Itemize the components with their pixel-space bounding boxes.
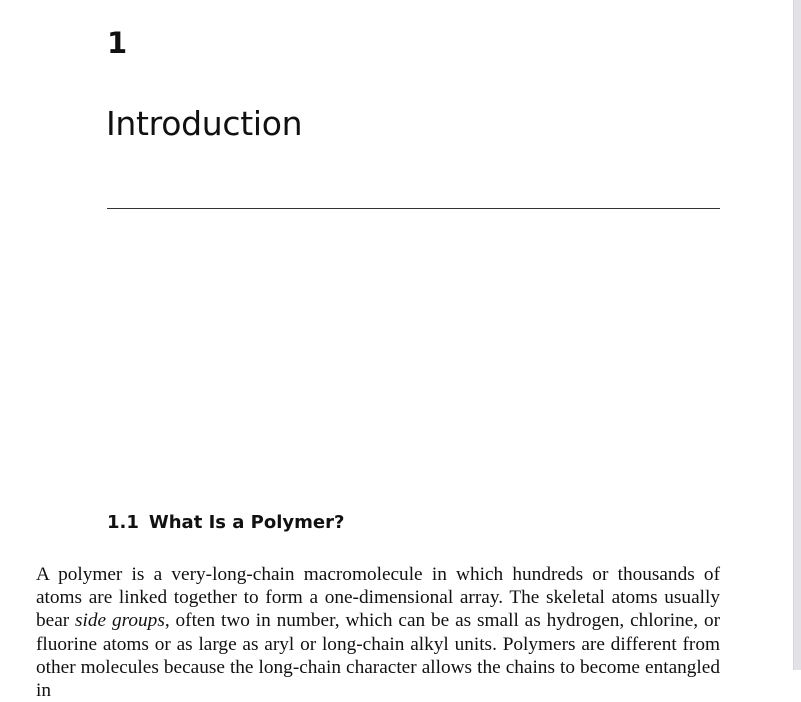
section-heading xyxy=(107,512,344,533)
paragraph-italic-term: side groups xyxy=(75,610,165,632)
section-title: What Is a Polymer? xyxy=(148,512,345,533)
page-edge-scrollbar[interactable] xyxy=(793,0,801,670)
paragraph-text: A polymer is a very-long-chain macromolecule in which hundreds or thousands of atoms are linked together to form a one-dimensional array. The skeletal atoms usually bear xyxy=(36,564,720,632)
chapter-title: Introduction xyxy=(106,104,303,143)
title-divider xyxy=(107,208,720,209)
body-paragraph xyxy=(36,563,721,702)
paragraph-text: , often two in number, which can be as small as hydrogen, chlorine, or fluorine atoms or as large as aryl or long-chain alkyl units. Polymers are different from other molecules because the long-chain character allows the chains to become entangled in xyxy=(36,610,721,702)
section-number: 1.1 xyxy=(107,512,139,533)
chapter-number: 1 xyxy=(107,26,128,60)
